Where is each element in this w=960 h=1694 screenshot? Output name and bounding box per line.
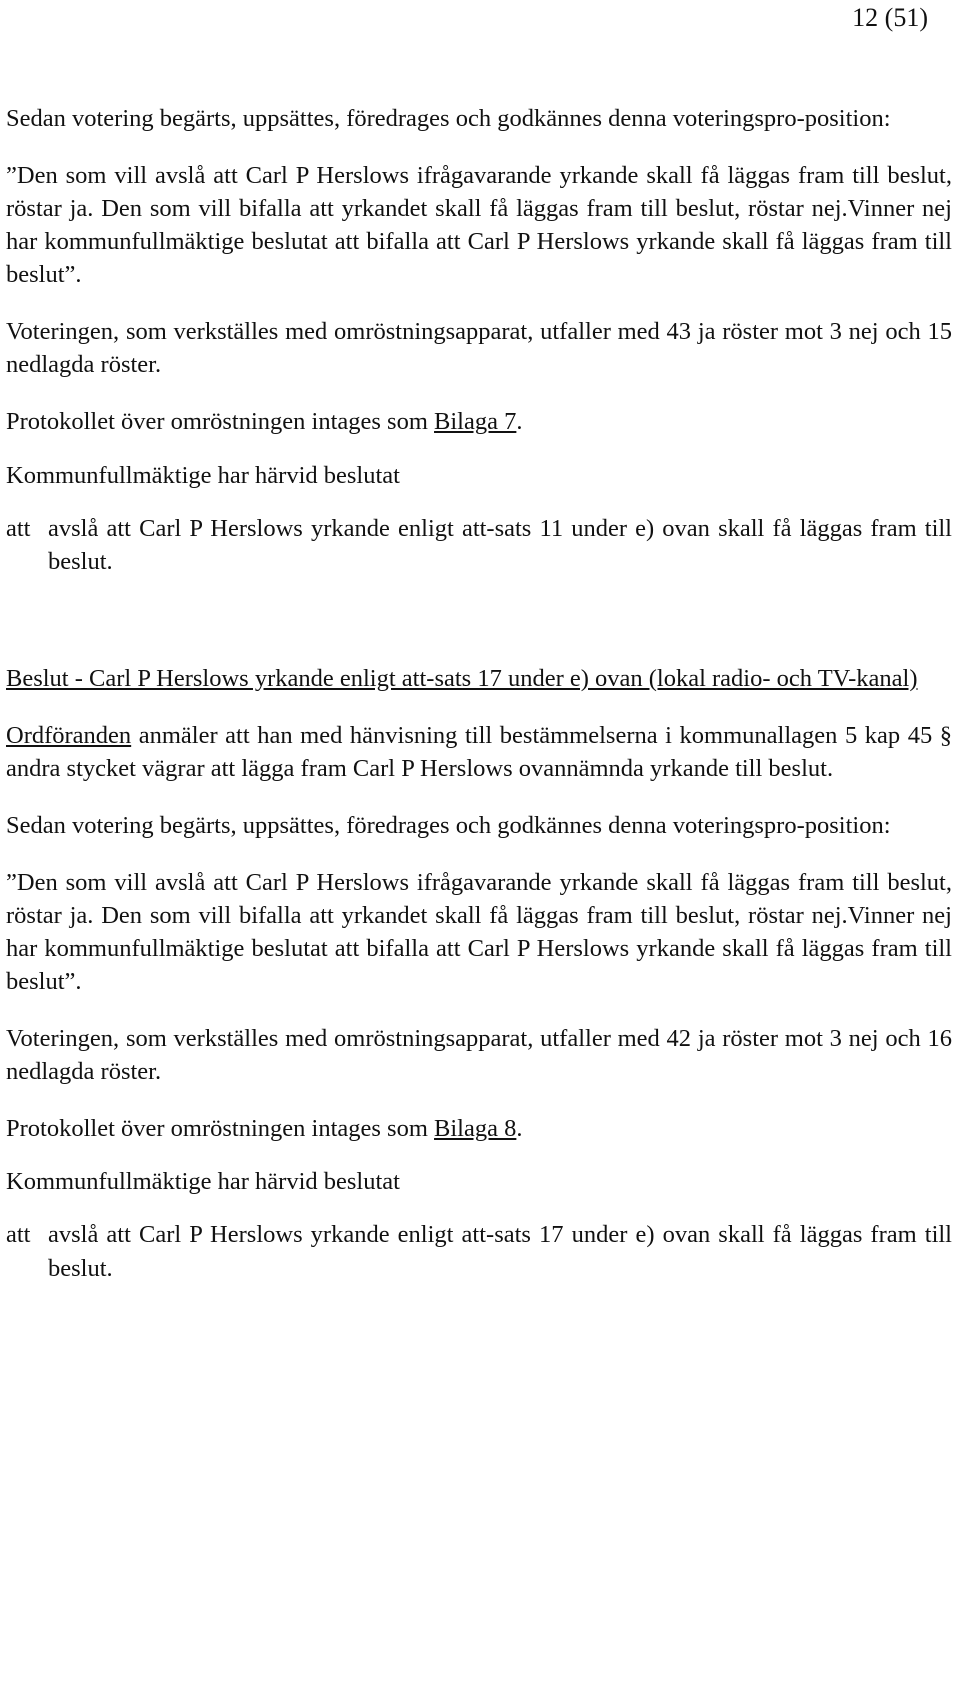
protocol-prefix: Protokollet över omröstningen intages som [6, 408, 435, 436]
page-number: 12 (51) [852, 3, 928, 32]
att-clause-1 [6, 512, 952, 578]
attachment-link-bilaga-7[interactable]: Bilaga 7 [434, 408, 517, 436]
protocol-line-2 [6, 1112, 952, 1145]
vote-proposition-2: ”Den som vill avslå att Carl P Herslows ifrågavarande yrkande skall få läggas fram till beslut, röstar ja. Den som vill bifalla att yrkandet skall få läggas fram till beslut, röstar nej.Vinner nej har kommunfullmäktige beslutat att bifalla att Carl P Herslows yrkande skall få läggas fram till beslut”. [6, 868, 952, 996]
chair-label: Ordföranden [6, 721, 132, 749]
protocol-line-1 [6, 405, 952, 438]
att-text: avslå att Carl P Herslows yrkande enligt att-sats 11 under e) ovan skall få läggas fram till beslut. [48, 514, 952, 575]
att-clause-2 [6, 1218, 952, 1284]
protocol-suffix: . [516, 408, 523, 436]
chair-text: anmäler att han med hänvisning till bestämmelserna i kommunallagen 5 kap 45 § andra stycket vägrar att lägga fram Carl P Herslows ovannämnda yrkande till beslut. [6, 721, 952, 782]
document-body [6, 102, 952, 1285]
attachment-link-bilaga-8[interactable]: Bilaga 8 [434, 1115, 517, 1143]
att-label: att [6, 1221, 31, 1249]
vote-result-2: Voteringen, som verkställes med omröstningsapparat, utfaller med 42 ja röster mot 3 nej och 16 nedlagda röster. [6, 1025, 952, 1086]
att-label: att [6, 514, 31, 542]
chair-statement [6, 719, 952, 785]
protocol-prefix: Protokollet över omröstningen intages som [6, 1115, 435, 1143]
vote-proposition-1: ”Den som vill avslå att Carl P Herslows ifrågavarande yrkande skall få läggas fram till beslut, röstar ja. Den som vill bifalla att yrkandet skall få läggas fram till beslut, röstar nej.Vinner nej har kommunfullmäktige beslutat att bifalla att Carl P Herslows yrkande skall få läggas fram till beslut”. [6, 162, 952, 289]
decision-lead-2: Kommunfullmäktige har härvid beslutat [6, 1168, 400, 1196]
vote-result-1: Voteringen, som verkställes med omröstningsapparat, utfaller med 43 ja röster mot 3 nej och 15 nedlagda röster. [6, 318, 952, 379]
section-heading: Beslut - Carl P Herslows yrkande enligt att-sats 17 under e) ovan (lokal radio- och TV-kanal) [6, 664, 918, 692]
protocol-suffix: . [516, 1115, 523, 1143]
vote-intro-1: Sedan votering begärts, uppsättes, föredrages och godkännes denna voteringspro-position: [6, 105, 891, 132]
vote-intro-2: Sedan votering begärts, uppsättes, föredrages och godkännes denna voteringspro-position: [6, 811, 891, 839]
att-text: avslå att Carl P Herslows yrkande enligt att-sats 17 under e) ovan skall få läggas fram till beslut. [48, 1221, 952, 1282]
decision-lead-1: Kommunfullmäktige har härvid beslutat [6, 461, 400, 489]
